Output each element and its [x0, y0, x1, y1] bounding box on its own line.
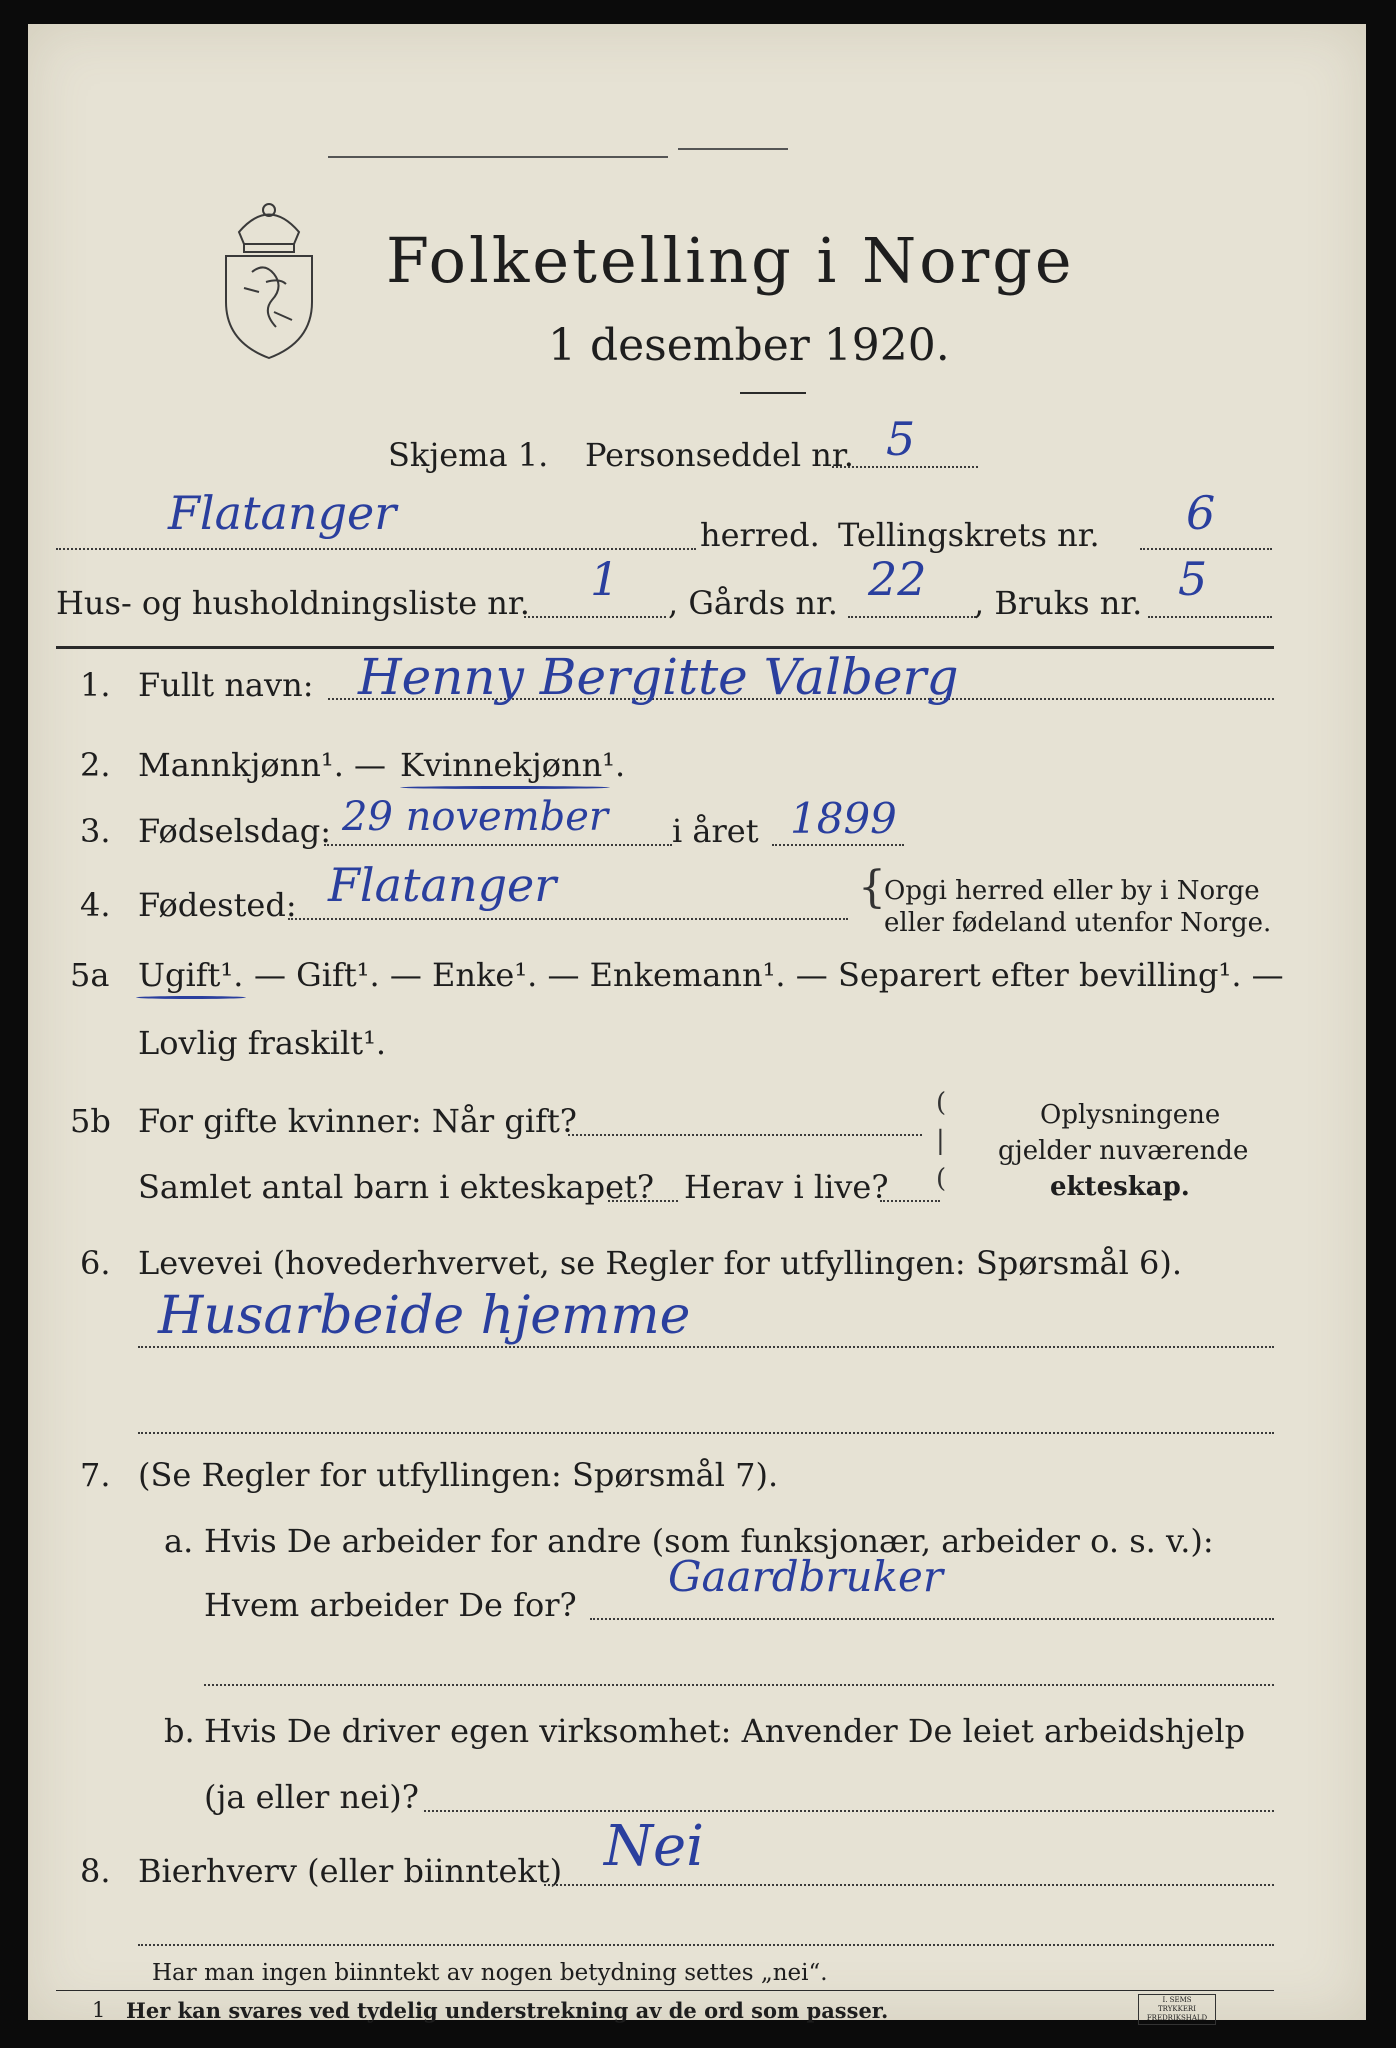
q7b-line [424, 1810, 1274, 1812]
bruks-line [1148, 616, 1272, 618]
gards-label: , Gårds nr. [668, 584, 838, 622]
q5a-ugift-underline [136, 996, 246, 999]
q3-year-line [772, 844, 904, 846]
footer-note: Har man ingen biinntekt av nogen betydning settes „nei“. [152, 1960, 828, 1986]
q7a-employer-line [590, 1618, 1274, 1620]
q5b-alive-line [880, 1200, 940, 1202]
q4-brace: { [858, 862, 886, 913]
q7b-number: b. [164, 1712, 195, 1750]
q5a-number: 5a [70, 956, 110, 994]
q5b-label-2: Samlet antal barn i ekteskapet? [138, 1168, 655, 1206]
q5b-label-1: For gifte kvinner: Når gift? [138, 1102, 577, 1140]
printer-stamp: I. SEMS TRYKKERI FREDRIKSHALD [1138, 1994, 1216, 2025]
title-divider [740, 392, 806, 394]
q7-label: (Se Regler for utfyllingen: Spørsmål 7). [138, 1456, 779, 1494]
q5b-note-2: gjelder nuværende [998, 1136, 1249, 1166]
footnote-text: Her kan svares ved tydelig understrekning av de ord som passer. [126, 1998, 889, 2023]
q6-line-2 [138, 1432, 1274, 1434]
q4-line [288, 918, 848, 920]
q6-number: 6. [80, 1244, 111, 1282]
q3-day-value[interactable]: 29 november [342, 794, 609, 840]
q5b-label-3: Herav i live? [684, 1168, 889, 1206]
q2-number: 2. [80, 746, 111, 784]
q5b-brace: ( | ( [936, 1088, 947, 1194]
top-rule-2 [678, 148, 788, 150]
gards-line [848, 616, 976, 618]
bruks-label: , Bruks nr. [974, 584, 1143, 622]
hus-value[interactable]: 1 [590, 552, 620, 606]
form-date: 1 desember 1920. [548, 320, 950, 371]
herred-value[interactable]: Flatanger [168, 486, 397, 540]
q2-mann[interactable]: Mannkjønn¹. — [138, 746, 387, 784]
q3-label: Fødselsdag: [138, 812, 332, 850]
footer-divider [56, 1990, 1274, 1991]
form-title: Folketelling i Norge [386, 224, 1075, 297]
q8-number: 8. [80, 1852, 111, 1890]
q5b-note-1: Oplysningene [1040, 1100, 1221, 1130]
coat-of-arms-icon [214, 192, 324, 362]
q6-label: Levevei (hovederhvervet, se Regler for utfyllingen: Spørsmål 6). [138, 1244, 1183, 1282]
q5a-ugift[interactable]: Ugift¹. [138, 956, 244, 994]
q6-line-1 [138, 1346, 1274, 1348]
tellingskrets-line [1140, 548, 1272, 550]
personseddel-label: Personseddel nr. [585, 436, 854, 474]
q2-kvinne[interactable]: Kvinnekjønn¹. [400, 746, 626, 784]
q8-secondary-income-value[interactable]: Nei [604, 1814, 705, 1879]
q7b-line-2: (ja eller nei)? [204, 1778, 419, 1816]
q2-kvinne-underline [400, 786, 610, 789]
q7a-employer-value[interactable]: Gaardbruker [668, 1552, 943, 1601]
herred-label: herred. [700, 516, 820, 554]
q3-year-label: i året [672, 812, 759, 850]
top-rule [328, 156, 668, 158]
q5a-line-2[interactable]: Lovlig fraskilt¹. [138, 1024, 387, 1062]
q4-birthplace-value[interactable]: Flatanger [328, 858, 557, 912]
bruks-value[interactable]: 5 [1178, 552, 1208, 606]
q5a-other-options[interactable]: — Gift¹. — Enke¹. — Enkemann¹. — Separert efter bevilling¹. — [254, 956, 1284, 994]
q4-label: Fødested: [138, 886, 297, 924]
q7b-line-1: Hvis De driver egen virksomhet: Anvender De leiet arbeidshjelp [204, 1712, 1246, 1750]
q6-occupation-value[interactable]: Husarbeide hjemme [158, 1286, 691, 1346]
personseddel-value[interactable]: 5 [886, 412, 916, 466]
q4-note-2: eller fødeland utenfor Norge. [884, 908, 1272, 938]
footnote-number: 1 [92, 1998, 106, 2022]
q3-day-line [324, 844, 672, 846]
q7a-line-1: Hvis De arbeider for andre (som funksjonær, arbeider o. s. v.): [204, 1522, 1214, 1560]
q3-number: 3. [80, 812, 111, 850]
tellingskrets-value[interactable]: 6 [1186, 486, 1216, 540]
q5b-number: 5b [70, 1102, 111, 1140]
herred-line [56, 548, 696, 550]
q8-line-2 [138, 1944, 1274, 1946]
schema-label: Skjema 1. [388, 436, 549, 474]
q4-note-1: Opgi herred eller by i Norge [884, 876, 1260, 906]
q7a-line-extra [204, 1684, 1274, 1686]
tellingskrets-label: Tellingskrets nr. [838, 516, 1100, 554]
q1-number: 1. [80, 666, 111, 704]
q5b-children-line [608, 1200, 678, 1202]
hus-label: Hus- og husholdningsliste nr. [56, 584, 530, 622]
q5b-note-3: ekteskap. [1050, 1172, 1190, 1202]
personseddel-line [832, 466, 978, 468]
q8-label: Bierhverv (eller biinntekt) [138, 1852, 563, 1890]
q3-year-value[interactable]: 1899 [790, 794, 897, 843]
gards-value[interactable]: 22 [868, 552, 927, 606]
q1-label: Fullt navn: [138, 666, 314, 704]
q8-line [544, 1884, 1274, 1886]
hus-line [524, 616, 666, 618]
q7a-number: a. [164, 1522, 194, 1560]
q5b-married-line [568, 1134, 922, 1136]
census-form-page [28, 24, 1366, 2023]
q7a-line-2: Hvem arbeider De for? [204, 1586, 577, 1624]
q7-number: 7. [80, 1456, 111, 1494]
q4-number: 4. [80, 886, 111, 924]
q1-full-name-value[interactable]: Henny Bergitte Valberg [358, 648, 959, 706]
